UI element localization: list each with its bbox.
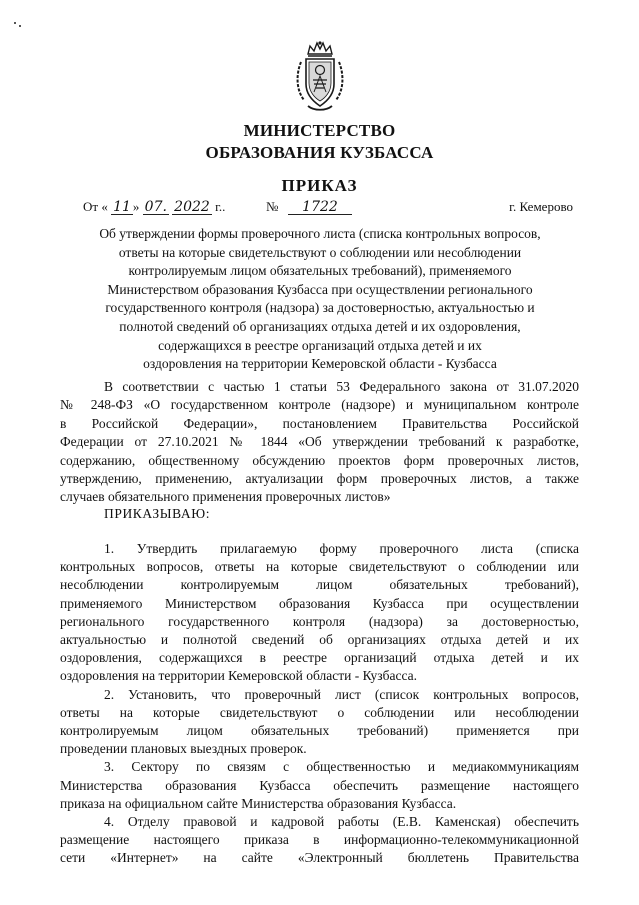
corner-mark-icon (14, 22, 22, 28)
item-line: проведении плановых выездных проверок. (60, 741, 307, 757)
item-line: Министерства образования Кузбасса обеспечить размещение настоящего (60, 777, 579, 793)
subject-line: оздоровления на территории Кемеровской области - Кузбасса (143, 356, 497, 372)
item-line: сети «Интернет» на сайте «Электронный бюллетень Правительства (60, 850, 579, 866)
basis-line: случаев обязательного применения проверочных листов» (60, 489, 391, 505)
ministry-title-line2: ОБРАЗОВАНИЯ КУЗБАССА (205, 143, 434, 162)
date-prefix: От « (83, 199, 108, 214)
order-item-1 (60, 540, 579, 686)
orders-heading: ПРИКАЗЫВАЮ: (104, 506, 211, 521)
ministry-title-line1: МИНИСТЕРСТВО (243, 121, 396, 140)
subject-line: Министерством образования Кузбасса при осуществлении регионального (107, 281, 533, 297)
order-item-3 (60, 758, 579, 813)
date-separator: » (132, 199, 140, 214)
basis-line: утверждению, применению, актуализации форм проверочных листов, а также (60, 471, 579, 487)
order-item-4 (60, 813, 579, 868)
item-line: регионального государственного контроля (надзора) за достоверностью, (60, 613, 579, 629)
item-line: ответы на которые свидетельствуют о соблюдении или несоблюдении (60, 704, 579, 720)
item-line: 4. Отделу правовой и кадровой работы (Е.В. Каменская) обеспечить (104, 814, 579, 830)
item-line: контрольных вопросов, ответы на которые свидетельствуют о соблюдении или (60, 559, 579, 575)
date-year: 2022 (174, 199, 210, 215)
basis-line: Федерации от 27.10.2021 № 1844 «Об утверждении требований к разработке, (60, 434, 579, 450)
order-number (266, 199, 352, 215)
basis-line: в Российской Федерации», постановлением Правительства Российской (60, 415, 579, 431)
item-line: 3. Сектору по связям с общественностью и медиакоммуникациям (104, 759, 579, 775)
basis-line: содержанию, общественному обсуждению проектов форм проверочных листов, (60, 452, 579, 468)
item-line: оздоровления, содержащихся в реестре организаций отдыха детей и их (60, 650, 579, 666)
subject-line: полнотой сведений об организациях отдыха детей и их оздоровления, (119, 318, 521, 334)
document-type-title: ПРИКАЗ (281, 176, 358, 195)
item-line: 1. Утвердить прилагаемую форму проверочного листа (списка (104, 541, 579, 556)
legal-basis-paragraph (60, 378, 579, 507)
subject-line: контролируемым лицом обязательных требований), применяемого (128, 263, 512, 279)
order-item-2 (60, 686, 579, 759)
subject-line: Об утверждении формы проверочного листа (списка контрольных вопросов, (99, 226, 541, 241)
number-label: № (266, 199, 279, 214)
item-line: размещение настоящего приказа в информационно-телекоммуникационной (60, 832, 579, 848)
number-value: 1722 (288, 200, 352, 215)
item-line: приказа на официальном сайте Министерства образования Кузбасса. (60, 795, 457, 811)
date-day: 11 (113, 199, 131, 215)
subject-line: содержащихся в реестре организаций отдыха детей и их (158, 337, 482, 353)
item-line: 2. Установить, что проверочный лист (список контрольных вопросов, (104, 686, 579, 702)
order-date (83, 199, 225, 215)
order-items (60, 540, 579, 868)
date-month: 07. (144, 199, 167, 215)
item-line: оздоровления на территории Кемеровской области - Кузбасса. (60, 668, 418, 684)
subject-line: ответы на которые свидетельствуют о соблюдении или несоблюдении (118, 244, 522, 260)
item-line: применяемого Министерством образования Кузбасса при осуществлении (60, 595, 579, 611)
subject-line: государственного контроля (надзора) за достоверностью, актуальностью и (105, 300, 535, 316)
item-line: контролируемым лицом обязательных требований) применяется при (60, 723, 579, 739)
item-line: несоблюдении контролируемым лицом обязательных требований), (60, 577, 579, 593)
basis-line: № 248-ФЗ «О государственном контроле (надзоре) и муниципальном контроле (60, 397, 579, 413)
item-line: актуальностью и полнотой сведений об организациях отдыха детей и их (60, 632, 579, 648)
order-subject (60, 225, 580, 374)
city-label: г. Кемерово (509, 199, 573, 214)
kuzbass-coat-of-arms-icon (292, 40, 348, 112)
basis-line: В соответствии с частью 1 статьи 53 Федерального закона от 31.07.2020 (104, 379, 579, 394)
date-suffix: г.. (215, 199, 226, 214)
